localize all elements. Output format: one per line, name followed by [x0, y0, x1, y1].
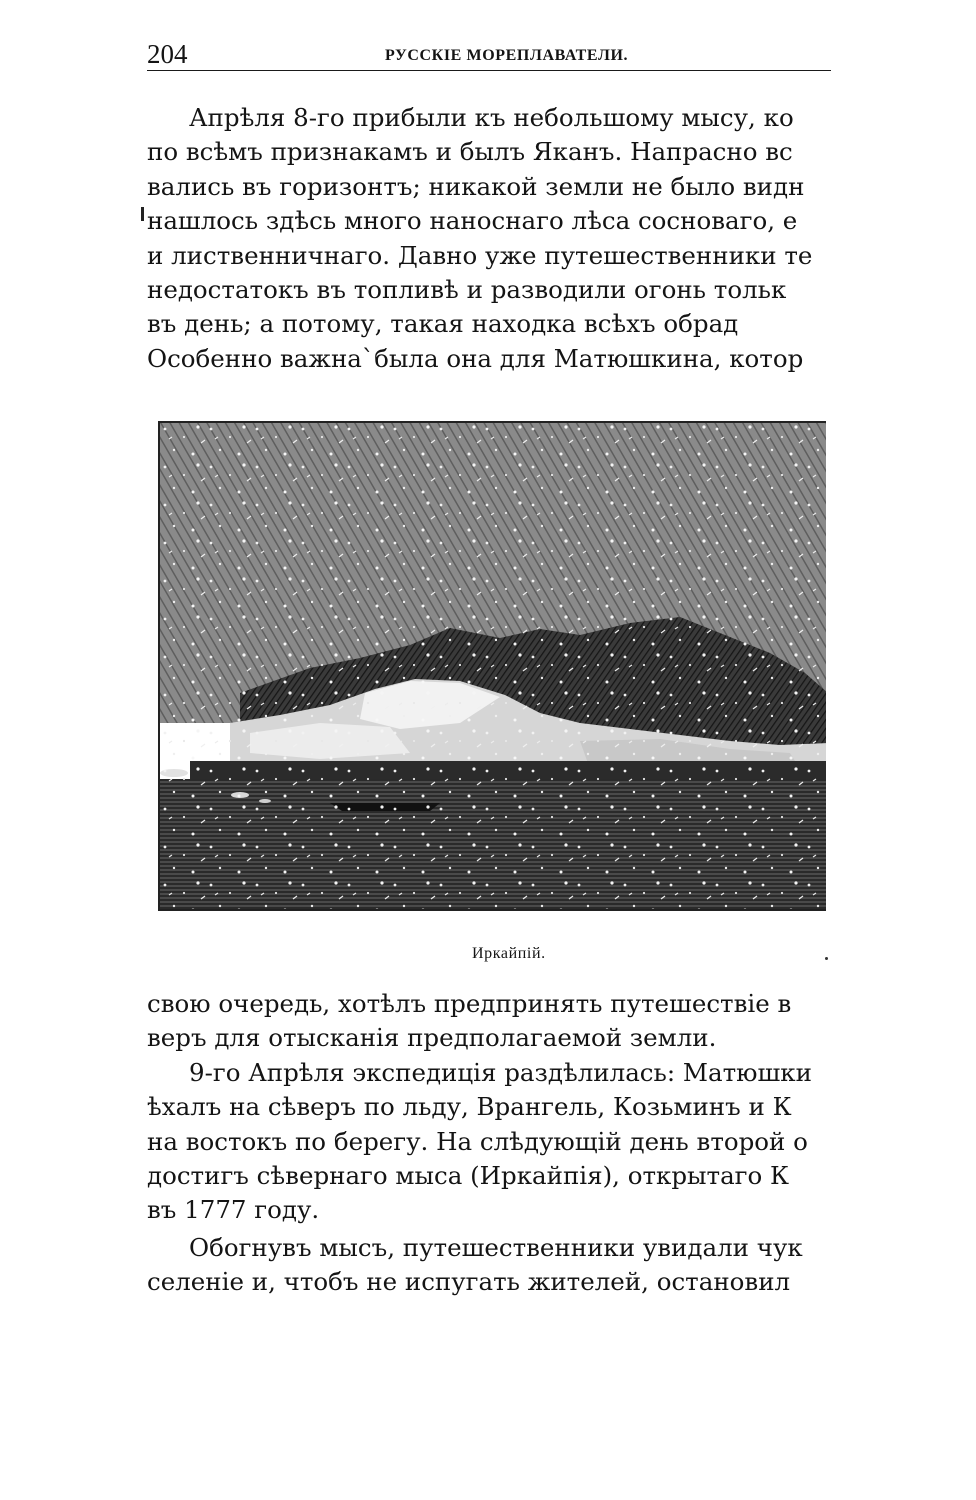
- text-line: достигъ сѣвернаго мыса (Иркайпія), открытаго К: [147, 1160, 790, 1190]
- running-head: [147, 38, 831, 71]
- page-number: 204: [147, 39, 188, 69]
- text-line: селеніе и, чтобъ не испугать жителей, остановил: [147, 1267, 791, 1297]
- text-line: въ 1777 году.: [147, 1195, 320, 1225]
- stray-mark: [825, 957, 828, 960]
- text-line: нашлось здѣсь много наноснаго лѣса сосноваго, е: [147, 206, 798, 236]
- running-title: РУССКIE МОРЕПЛАВАТЕЛИ.: [385, 47, 629, 64]
- paragraph-middle: [147, 987, 831, 1228]
- text-line: веръ для отысканія предполагаемой земли.: [147, 1023, 717, 1053]
- text-line: 9-го Апрѣля экспедиція раздѣлилась: Матюшки: [189, 1057, 812, 1087]
- engraving-illustration: [158, 421, 826, 911]
- text-line: недостатокъ въ топливѣ и разводили огонь тольк: [147, 274, 787, 304]
- margin-mark: [141, 207, 144, 221]
- text-line: и лиственничнаго. Давно уже путешественники те: [147, 240, 813, 270]
- figure-caption: Иркайпій.: [472, 945, 546, 962]
- paragraph-bottom: [147, 1231, 831, 1300]
- text-line: Апрѣля 8-го прибыли къ небольшому мысу, ко: [189, 103, 794, 132]
- text-line: Особенно важна`была она для Матюшкина, котор: [147, 343, 804, 373]
- text-line: вались въ горизонтъ; никакой земли не было видн: [147, 171, 805, 201]
- text-line: свою очередь, хотѣлъ предпринять путешествіе в: [147, 989, 792, 1018]
- text-line: на востокъ по берегу. На слѣдующій день второй о: [147, 1126, 808, 1156]
- engraving-image: [160, 423, 826, 911]
- text-line: ѣхалъ на сѣверъ по льду, Врангель, Козьминъ и К: [147, 1092, 792, 1122]
- text-line: по всѣмъ признакамъ и былъ Яканъ. Напрасно вс: [147, 137, 793, 167]
- paragraph-top: [147, 101, 831, 376]
- text-line: Обогнувъ мысъ, путешественники увидали чук: [189, 1233, 803, 1262]
- text-line: въ день; а потому, такая находка всѣхъ обрад: [147, 309, 739, 339]
